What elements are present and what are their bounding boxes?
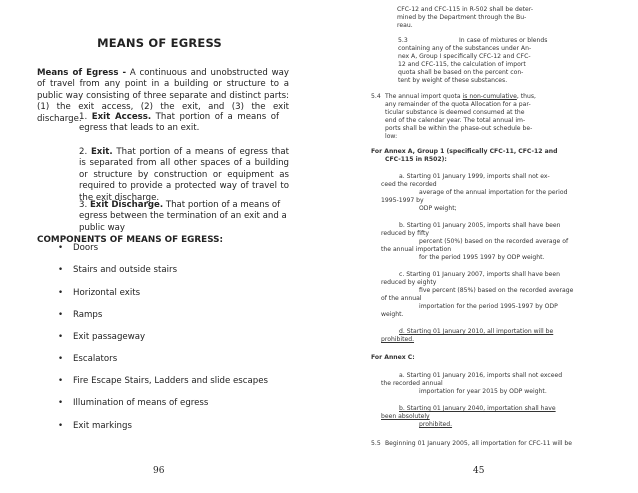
text-line: quota shall be based on the percent con-: [398, 69, 524, 76]
text-line: prohibited.: [419, 421, 453, 428]
list-item: [58, 243, 98, 253]
bullet-icon: •: [58, 332, 64, 342]
text-span: The annual import quota: [385, 93, 463, 100]
item-number: 2.: [79, 147, 91, 157]
page-title: MEANS OF EGRESS: [97, 36, 222, 50]
item-term: Exit Discharge.: [89, 200, 164, 210]
text-line: CFC-12 and CFC-115 in R-502 shall be deter-: [397, 6, 534, 13]
underlined-text: is non-cumulative: [462, 93, 517, 100]
text-line: [385, 93, 536, 100]
text-line: low:: [385, 133, 398, 140]
text-line: any remainder of the quota Allocation for a par-: [385, 101, 531, 108]
list-item-label: Escalators: [73, 354, 118, 364]
bullet-icon: •: [58, 243, 64, 253]
text-line: tent by weight of these substances.: [398, 77, 508, 84]
text-line: 12 and CFC-115, the calculation of import: [398, 61, 526, 68]
section-number: 5.5: [371, 440, 381, 447]
list-item-label: Exit markings: [73, 421, 132, 431]
item-exit: [79, 147, 289, 204]
annex-heading: CFC-115 in R502):: [385, 156, 447, 163]
list-item-label: Doors: [73, 243, 99, 253]
annex-heading: For Annex C:: [371, 354, 415, 361]
text-line: b. Starting 01 January 2005, imports shall have been: [399, 222, 561, 229]
text-line: ticular substance is deemed consumed at the: [385, 109, 525, 116]
item-exit-discharge: [79, 200, 294, 234]
text-line: a. Starting 01 January 2016, imports shall not exceed: [399, 372, 563, 379]
item-number: 1.: [79, 112, 92, 122]
list-item-label: Horizontal exits: [73, 288, 141, 298]
item-text: That portion of a means of egress that leads to an exit.: [79, 112, 280, 134]
item-exit-access: [79, 112, 279, 135]
item-term: Exit Access.: [91, 112, 152, 122]
text-line: five percent (85%) based on the recorded average: [419, 287, 574, 294]
text-line: been absolutely: [381, 413, 430, 420]
text-line: the recorded annual: [381, 380, 443, 387]
bullet-icon: •: [58, 354, 64, 364]
right-page: [319, 0, 638, 493]
list-item: [58, 354, 117, 364]
text-line: reau.: [397, 22, 413, 29]
list-item-label: Exit passageway: [73, 332, 146, 342]
text-line: In case of mixtures or blends: [459, 37, 548, 44]
text-line: 1995-1997 by: [381, 197, 424, 204]
text-line: importation for year 2015 by ODP weight.: [419, 388, 547, 395]
list-item: [58, 376, 268, 386]
text-line: for the period 1995 1997 by ODP weight.: [419, 254, 545, 261]
definition-text: A continuous and unobstructed way of travel from any point in a building or structure to a public way consisting of three separate and distinct parts: (1) the exit access, (2) the exit, and (3) the exit discharge.: [37, 68, 289, 124]
list-item: [58, 310, 102, 320]
page-number: 45: [473, 466, 485, 476]
components-heading: COMPONENTS OF MEANS OF EGRESS:: [37, 235, 223, 245]
text-line: of the annual: [381, 295, 422, 302]
text-line: prohibited.: [381, 336, 415, 343]
list-item: [58, 288, 140, 298]
text-line: c. Starting 01 January 2007, imports shall have been: [399, 271, 561, 278]
list-item: [58, 265, 177, 275]
text-line: end of the calendar year. The total annual im-: [385, 117, 526, 124]
text-line: ceed the recorded: [381, 181, 437, 188]
text-line: reduced by fifty: [381, 230, 430, 237]
text-line: Beginning 01 January 2005, all importation for CFC-11 will be: [385, 440, 573, 447]
text-line: containing any of the substances under An-: [398, 45, 532, 52]
text-line: average of the annual importation for the period: [419, 189, 568, 196]
bullet-icon: •: [58, 376, 64, 386]
item-number: 3.: [79, 200, 90, 210]
bullet-icon: •: [58, 398, 64, 408]
list-item-label: Illumination of means of egress: [73, 398, 209, 408]
list-item-label: Fire Escape Stairs, Ladders and slide escapes: [73, 376, 268, 386]
text-line: the annual importation: [381, 246, 452, 253]
text-line: weight.: [381, 311, 404, 318]
text-line: percent (50%) based on the recorded average of: [419, 238, 569, 245]
text-line: d. Starting 01 January 2010, all importation will be: [399, 328, 554, 335]
text-line: b. Starting 01 January 2040, importation shall have: [399, 405, 556, 412]
bullet-icon: •: [58, 288, 64, 298]
item-text: That portion of a means of egress between the termination of an exit and a public way: [79, 200, 287, 233]
list-item: [58, 398, 208, 408]
item-text: That portion of a means of egress that is separated from all other spaces of a building or structure by construction or equipment as required to provide a protected way of travel to the exit discharge.: [79, 147, 289, 203]
list-item-label: Stairs and outside stairs: [73, 265, 178, 275]
list-item-label: Ramps: [73, 310, 103, 320]
text-line: mined by the Department through the Bu-: [397, 14, 527, 21]
text-line: reduced by eighty: [381, 279, 437, 286]
section-number: 5.4: [371, 93, 381, 100]
annex-heading: For Annex A, Group 1 (specifically CFC-11, CFC-12 and: [371, 148, 558, 155]
text-span: , thus,: [516, 93, 536, 100]
text-line: a. Starting 01 January 1999, imports shall not ex-: [399, 173, 550, 180]
item-term: Exit.: [90, 147, 113, 157]
bullet-icon: •: [58, 310, 64, 320]
list-item: [58, 332, 145, 342]
section-number: 5.3: [398, 37, 408, 44]
page-number: 96: [153, 466, 165, 476]
definition-term: Means of Egress -: [37, 68, 127, 78]
bullet-icon: •: [58, 421, 64, 431]
text-line: importation for the period 1995-1997 by ODP: [419, 303, 558, 310]
text-line: ODP weight;: [419, 205, 457, 212]
list-item: [58, 421, 132, 431]
text-line: ports shall be within the phase-out schedule be-: [385, 125, 533, 132]
text-line: nex A, Group I specifically CFC-12 and CFC-: [398, 53, 531, 60]
bullet-icon: •: [58, 265, 64, 275]
